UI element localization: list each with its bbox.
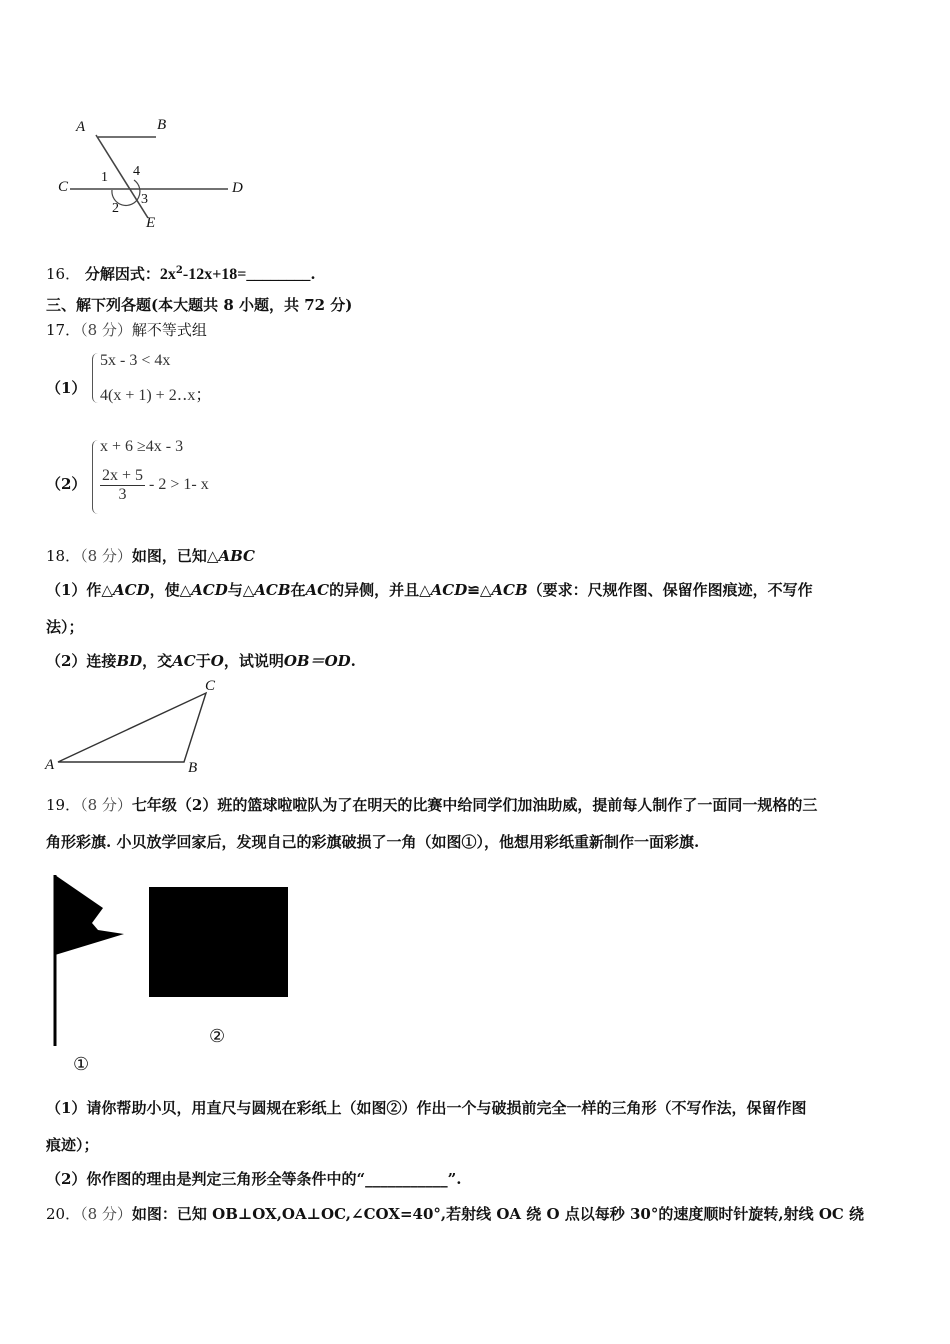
q18-part1-line2: 法）； [46,618,84,636]
q16-number: 16． [46,265,81,283]
q16-expr: 2x [159,266,176,283]
q18-number: 18． [46,547,81,565]
q16-blank: ________ [246,266,311,283]
label-angle-4: 4 [133,164,140,179]
q17-number: 17． [46,321,81,339]
tri-label-B: B [188,760,198,776]
tri-label-C: C [205,678,216,694]
q19-part1-line2: 痕迹）； [46,1136,99,1154]
q18-part1: （1）作△ACD，使△ACD与△ACB在AC的异侧，并且△ACD≌△ACB（要求：尺规作图、保留作图痕迹，不写作 [46,581,813,599]
tri-label-A: A [45,757,55,773]
label-angle-1: 1 [101,170,108,185]
q19-part2: （2）你作图的理由是判定三角形全等条件中的“___________”. [46,1170,462,1188]
q19-part1: （1）请你帮助小贝，用直尺与圆规在彩纸上（如图②）作出一个与破损前完全一样的三角形（不写作法，保留作图 [46,1099,807,1117]
label-angle-2: 2 [112,201,119,216]
flag-cloth [55,875,124,955]
label-B: B [157,117,167,133]
q17-p2-fraction: $\frac{2x + 5}{3}$ [102,467,144,503]
question-19: 19．（8 分）七年级（2）班的篮球啦啦队为了在明天的比赛中给同学们加油助威，提前每人制作了一面同一规格的三 [46,796,818,814]
question-18: 18．（8 分）如图，已知△ABC [46,547,255,565]
q17-p2-ineq2: $\frac{2x + 5}{3}$ - 2 > 1- x [102,467,209,503]
q16-text: 分解因式： [84,265,160,283]
q16-expr2: -12x+18= [182,266,247,283]
q17-p2-label: （2） [46,475,87,493]
q16-end: . [310,265,316,283]
question-20: 20．（8 分）如图：已知 OB⊥OX,OA⊥OC,∠COX=40°,若射线 OA 绕 O 点以每秒 30°的速度顺时针旋转,射线 OC 绕 [46,1205,865,1223]
label-C: C [58,179,69,195]
q18-points: （8 分） [80,547,132,565]
label-A: A [76,119,86,135]
q19-line2: 角形彩旗. 小贝放学回家后，发现自己的彩旗破损了一角（如图①），他想用彩纸重新制作一面彩旗. [46,833,700,851]
q17-text: 解不等式组 [131,321,207,339]
q17-p1-label: （1） [46,379,87,397]
q18-part2: （2）连接BD，交AC于O，试说明OB＝OD. [46,652,356,670]
label-E: E [146,215,156,231]
label-angle-3: 3 [141,192,148,207]
label-D: D [232,180,243,196]
fig1-label: ① [73,1054,90,1075]
q17-p2-ineq1: x + 6 ≥4x - 3 [100,438,184,455]
paper-square [149,887,288,997]
q16-sup: 2 [175,265,183,276]
q17-points: （8 分） [80,321,132,339]
q17-p1-ineq1: 5x - 3 < 4x [100,352,171,369]
q19-blank: ___________ [365,1170,448,1188]
q17-p1-ineq2: 4(x + 1) + 2‥x； [100,387,212,404]
section-3-title: 三、解下列各题(本大题共 8 小题，共 72 分) [46,296,353,314]
fig2-label: ② [209,1026,226,1047]
